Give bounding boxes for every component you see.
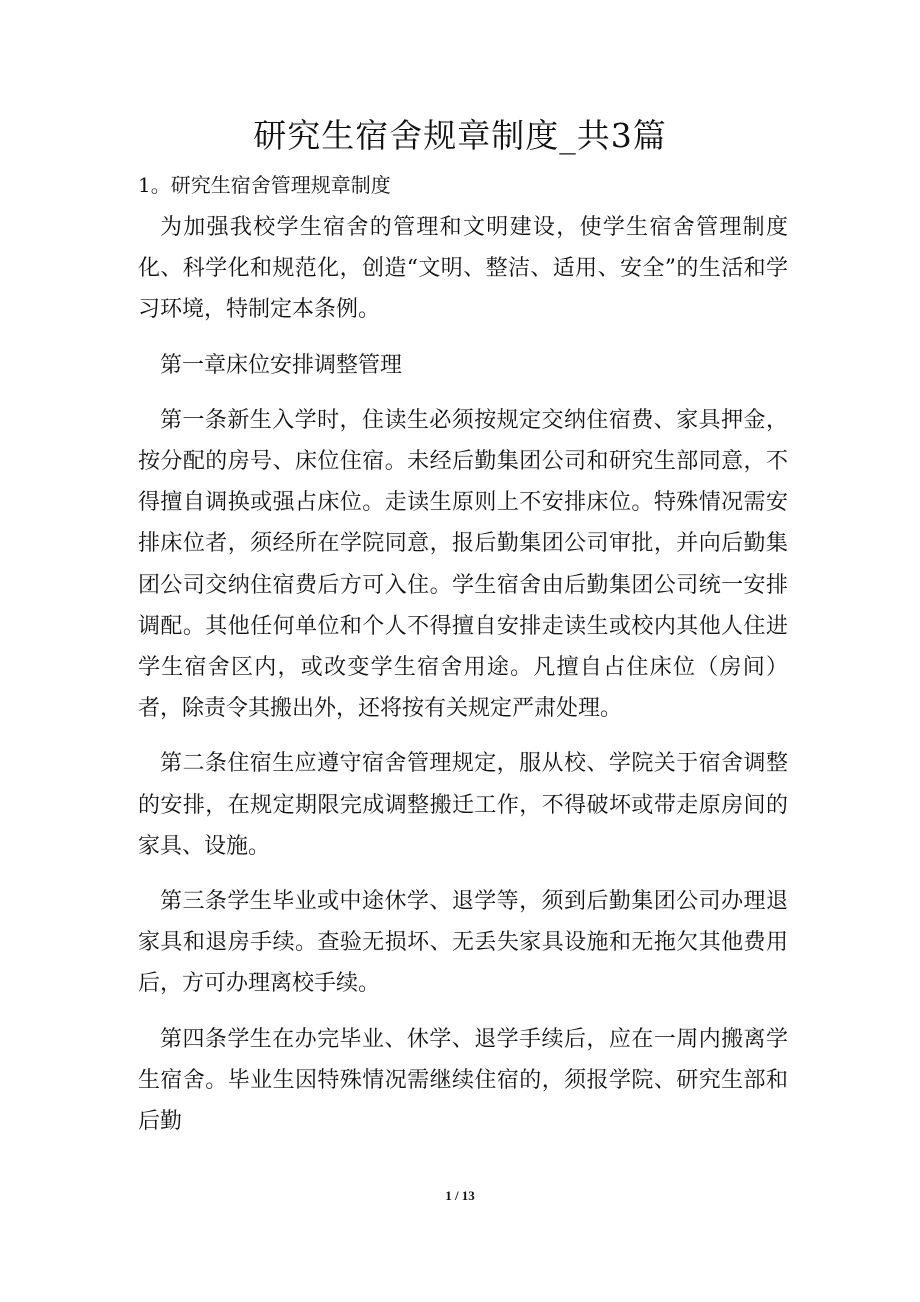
document-title: 研究生宿舍规章制度_共3篇: [253, 116, 667, 155]
paragraph-article-4: 第四条学生在办完毕业、休学、退学手续后，应在一周内搬离学生宿舍。毕业生因特殊情况需继续住宿的，须报学院、研究生部和后勤: [138, 1026, 788, 1135]
section-heading: 1。研究生宿舍管理规章制度: [138, 173, 391, 197]
paragraph-article-3: 第三条学生毕业或中途休学、退学等，须到后勤集团公司办理退家具和退房手续。查验无损坏、无丢失家具设施和无拖欠其他费用后，方可办理离校手续。: [138, 889, 788, 997]
paragraph-article-1: 第一条新生入学时，住读生必须按规定交纳住宿费、家具押金，按分配的房号、床位住宿。未经后勤集团公司和研究生部同意，不得擅自调换或强占床位。走读生原则上不安排床位。特殊情况需安排床位者，须经所在学院同意，报后勤集团公司审批，并向后勤集团公司交纳住宿费后方可入住。学生宿舍由后勤集团公司统一安排调配。其他任何单位和个人不得擅自安排走读生或校内其他人住进学生宿舍区内，或改变学生宿舍用途。凡擅自占住床位（房间）者，除责令其搬出外，还将按有关规定严肃处理。: [138, 407, 788, 722]
paragraph-intro: 为加强我校学生宿舍的管理和文明建设，使学生宿舍管理制度化、科学化和规范化，创造“文明、整洁、适用、安全”的生活和学习环境，特制定本条例。: [138, 215, 788, 323]
page-number: 1 / 13: [445, 1188, 475, 1203]
paragraph-article-2: 第二条住宿生应遵守宿舍管理规定，服从校、学院关于宿舍调整的安排，在规定期限完成调整搬迁工作，不得破坏或带走原房间的家具、设施。: [138, 751, 788, 859]
chapter-heading: 第一章床位安排调整管理: [160, 352, 403, 378]
document-body: [138, 207, 788, 1156]
